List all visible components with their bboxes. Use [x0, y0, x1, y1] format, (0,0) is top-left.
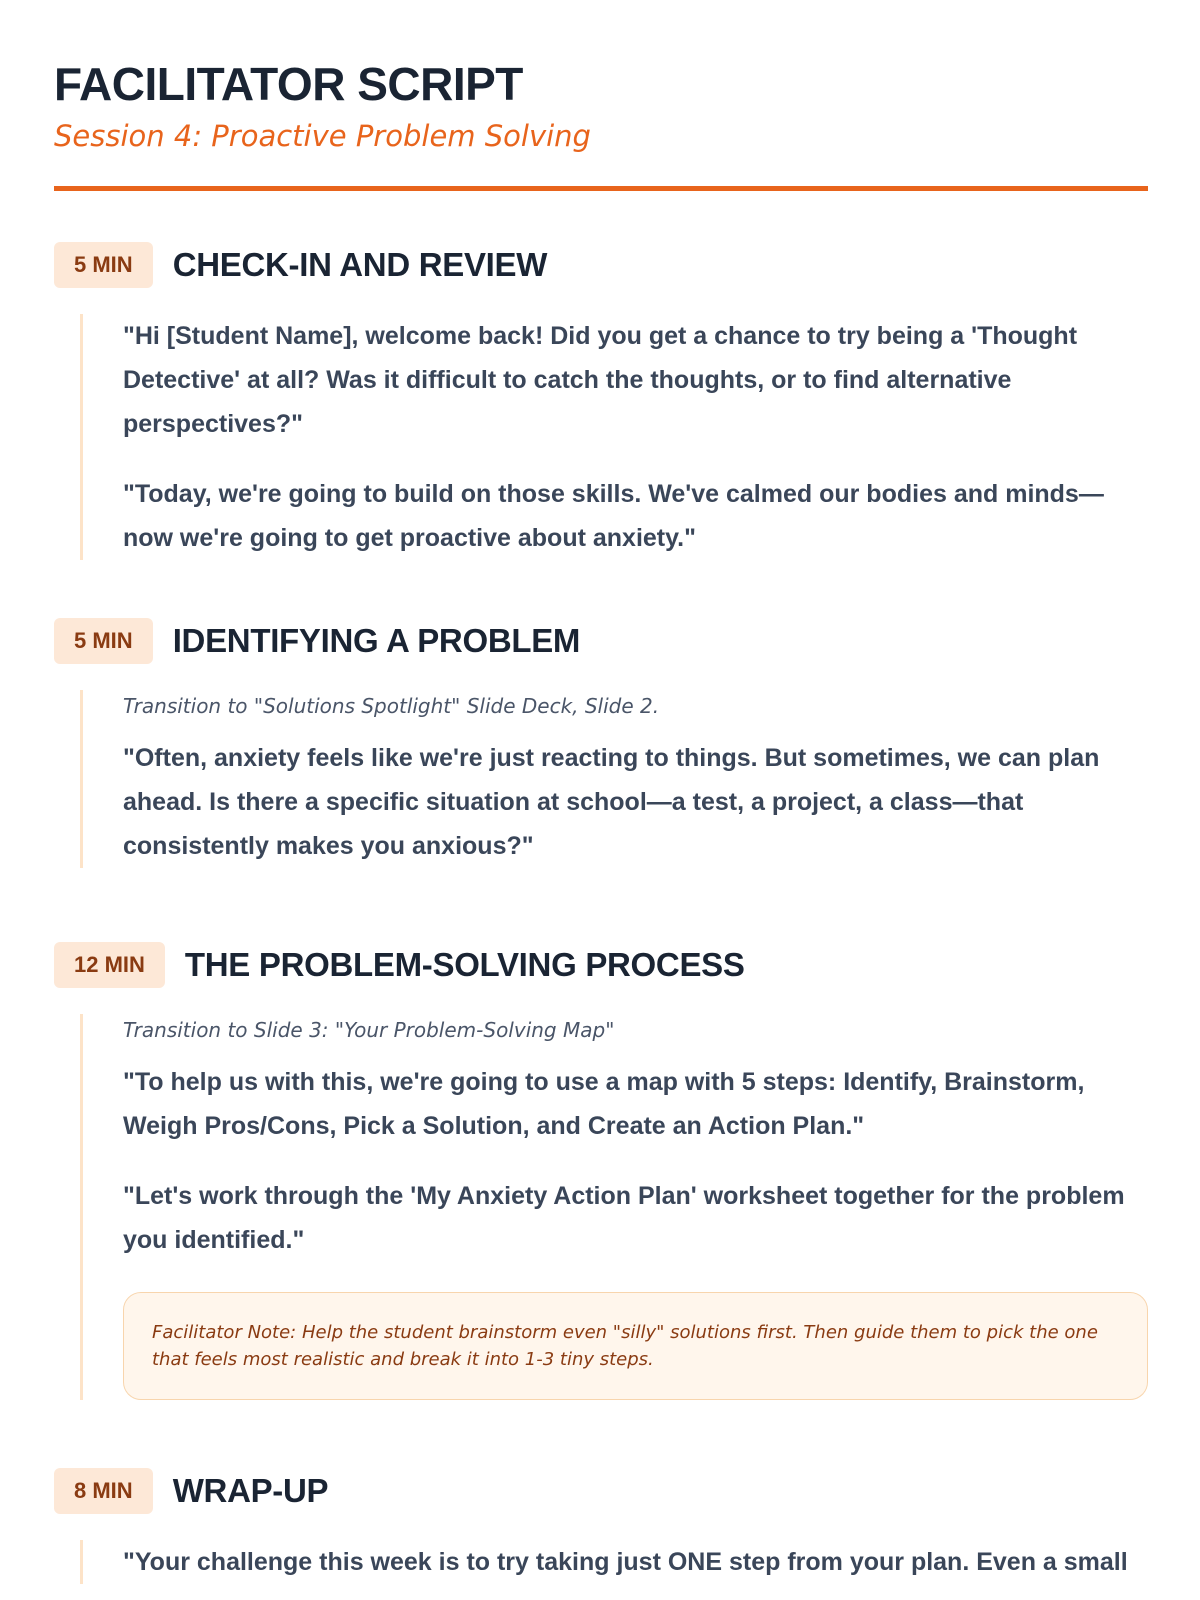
section-header [54, 942, 1148, 988]
section-wrap-up [54, 1468, 1148, 1584]
document-title: FACILITATOR SCRIPT [54, 58, 523, 110]
time-badge: 12 MIN [54, 942, 165, 988]
section-body [80, 1540, 1148, 1584]
script-quote: "Often, anxiety feels like we're just reacting to things. But sometimes, we can plan ahead. Is there a specific situation at school—a test, a project, a class—that consistently makes you anxious?" [123, 744, 1100, 860]
stage-direction: Transition to "Solutions Spotlight" Slide Deck, Slide 2. [123, 694, 660, 718]
script-quote: "Today, we're going to build on those skills. We've calmed our bodies and minds—now we're going to get proactive about anxiety." [123, 480, 1104, 552]
section-header [54, 242, 1148, 288]
facilitator-note-text: Facilitator Note: Help the student brainstorm even "silly" solutions first. Then guide them to pick the one that feels most realistic and break it into 1-3 tiny steps. [152, 1322, 1098, 1370]
time-badge: 5 MIN [54, 618, 153, 664]
section-title: WRAP-UP [172, 1472, 329, 1509]
script-quote: "Your challenge this week is to try taking just ONE step from your plan. Even a small [123, 1548, 1128, 1576]
script-quote: "Let's work through the 'My Anxiety Action Plan' worksheet together for the problem you identified." [123, 1182, 1125, 1254]
section-identifying-problem [54, 618, 1148, 868]
section-title: IDENTIFYING A PROBLEM [172, 622, 581, 659]
facilitator-note [123, 1292, 1148, 1400]
section-header [54, 618, 1148, 664]
section-title: THE PROBLEM-SOLVING PROCESS [184, 946, 745, 983]
section-body [80, 690, 1148, 868]
section-body [80, 1014, 1148, 1400]
section-check-in [54, 242, 1148, 560]
section-problem-solving-process [54, 942, 1148, 1400]
section-title: CHECK-IN AND REVIEW [172, 246, 548, 283]
time-badge: 8 MIN [54, 1468, 153, 1514]
stage-direction: Transition to Slide 3: "Your Problem-Solving Map" [123, 1018, 615, 1042]
section-header [54, 1468, 1148, 1514]
document-subtitle: Session 4: Proactive Problem Solving [54, 119, 591, 153]
script-quote: "Hi [Student Name], welcome back! Did you get a chance to try being a 'Thought Detective' at all? Was it difficult to catch the thoughts, or to find alternative perspectives?" [123, 322, 1078, 438]
section-body [80, 314, 1148, 560]
script-quote: "To help us with this, we're going to use a map with 5 steps: Identify, Brainstorm, Weigh Pros/Cons, Pick a Solution, and Create an Action Plan." [123, 1068, 1085, 1140]
time-badge: 5 MIN [54, 242, 153, 288]
title-divider [54, 186, 1148, 191]
